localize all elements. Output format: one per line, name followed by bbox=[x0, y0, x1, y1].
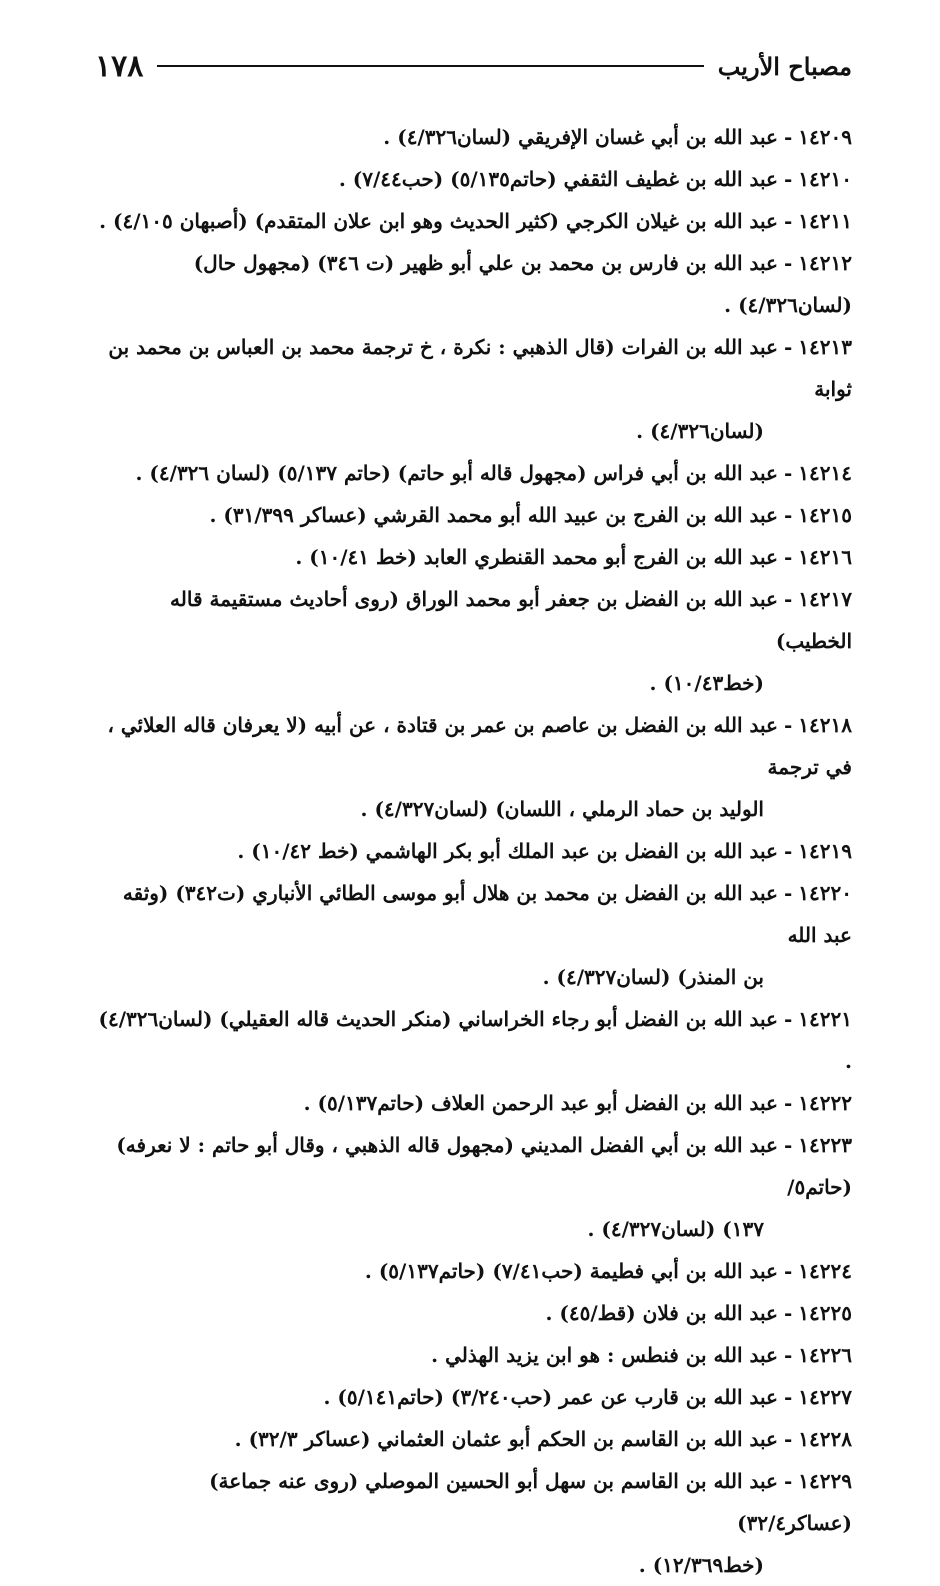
list-item bbox=[95, 1292, 852, 1334]
entry-number: ١٤٢١٥ bbox=[798, 503, 852, 527]
entry-number: ١٤٢٢٥ bbox=[798, 1301, 852, 1325]
list-item bbox=[95, 494, 852, 536]
list-item bbox=[95, 326, 852, 452]
entry-dash: - bbox=[783, 503, 793, 527]
entry-number: ١٤٢٢٧ bbox=[798, 1385, 852, 1409]
entry-continuation: (لسان٤/٣٢٦) . bbox=[636, 419, 764, 443]
list-item bbox=[95, 1124, 852, 1250]
page-number: ١٧٨ bbox=[95, 48, 144, 84]
entry-number: ١٤٢٢٩ bbox=[798, 1469, 852, 1493]
entry-text: عبد الله بن الفضل بن محمد بن هلال أبو موسى الطائي الأنباري (ت٣٤٢) (وثقه عبد الله bbox=[122, 881, 852, 947]
entry-text: عبد الله بن الفضل بن جعفر أبو محمد الوراق (روى أحاديث مستقيمة قاله الخطيب) bbox=[170, 587, 852, 653]
entry-number: ١٤٢٢٠ bbox=[798, 881, 852, 905]
entry-number: ١٤٢١١ bbox=[798, 209, 852, 233]
entry-number: ١٤٢٢٣ bbox=[798, 1133, 852, 1157]
entry-dash: - bbox=[783, 251, 793, 275]
list-item bbox=[95, 158, 852, 200]
entry-text: عبد الله بن الفرات (قال الذهبي : نكرة ، خ ترجمة محمد بن العباس بن محمد بن ثوابة bbox=[108, 335, 852, 401]
entry-dash: - bbox=[783, 461, 793, 485]
entry-text: عبد الله بن الفضل بن عاصم بن عمر بن قتادة ، عن أبيه (لا يعرفان قاله العلائي ، في ترجمة bbox=[107, 713, 852, 779]
entry-dash: - bbox=[783, 587, 793, 611]
entry-number: ١٤٢١٨ bbox=[798, 713, 852, 737]
entry-continuation: ١٣٧) (لسان٤/٣٢٧) . bbox=[587, 1217, 764, 1241]
list-item bbox=[95, 452, 852, 494]
header-rule bbox=[157, 65, 703, 67]
list-item bbox=[95, 1082, 852, 1124]
entry-number: ١٤٢٠٩ bbox=[798, 125, 852, 149]
list-item bbox=[95, 872, 852, 998]
entry-number: ١٤٢١٦ bbox=[798, 545, 852, 569]
entry-number: ١٤٢١٠ bbox=[798, 167, 852, 191]
entry-number: ١٤٢١٢ bbox=[798, 251, 852, 275]
entry-continuation: (خط١٠/٤٣) . bbox=[649, 671, 764, 695]
entry-text: عبد الله بن الفضل بن عبد الملك أبو بكر الهاشمي (خط ١٠/٤٢) . bbox=[237, 839, 778, 863]
entry-dash: - bbox=[783, 713, 793, 737]
entry-dash: - bbox=[783, 545, 793, 569]
entry-text: عبد الله بن القاسم بن الحكم أبو عثمان العثماني (عساكر ٣٢/٣) . bbox=[234, 1427, 778, 1451]
entry-continuation: الوليد بن حماد الرملي ، اللسان) (لسان٤/٣٢٧) . bbox=[360, 797, 764, 821]
list-item bbox=[95, 578, 852, 704]
entry-text: عبد الله بن أبي الفضل المديني (مجهول قاله الذهبي ، وقال أبو حاتم : لا نعرفه) (حاتم٥/ bbox=[116, 1133, 852, 1199]
entry-dash: - bbox=[783, 1427, 793, 1451]
entry-number: ١٤٢٢١ bbox=[798, 1007, 852, 1031]
list-item bbox=[95, 1460, 852, 1586]
entry-text: عبد الله بن الفرج أبو محمد القنطري العابد (خط ١٠/٤١) . bbox=[295, 545, 778, 569]
list-item bbox=[95, 200, 852, 242]
entry-number: ١٤٢٢٢ bbox=[798, 1091, 852, 1115]
entry-number: ١٤٢٢٦ bbox=[798, 1343, 852, 1367]
entry-dash: - bbox=[783, 1133, 793, 1157]
list-item bbox=[95, 116, 852, 158]
entry-text: عبد الله بن الفضل أبو عبد الرحمن العلاف (حاتم٥/١٣٧) . bbox=[303, 1091, 778, 1115]
entry-continuation: (خط١٢/٣٦٩) . bbox=[638, 1553, 764, 1577]
entry-text: عبد الله بن غطيف الثقفي (حاتم٥/١٣٥) (حب٧/٤٤) . bbox=[338, 167, 778, 191]
entry-number: ١٤٢١٧ bbox=[798, 587, 852, 611]
entry-dash: - bbox=[783, 125, 793, 149]
list-item bbox=[95, 998, 852, 1082]
list-item bbox=[95, 704, 852, 830]
entry-dash: - bbox=[783, 1259, 793, 1283]
entry-dash: - bbox=[783, 1343, 793, 1367]
list-item bbox=[95, 1418, 852, 1460]
entry-number: ١٤٢١٩ bbox=[798, 839, 852, 863]
entry-text: عبد الله بن غيلان الكرجي (كثير الحديث وهو ابن علان المتقدم) (أصبهان ٤/١٠٥) . bbox=[99, 209, 778, 233]
list-item bbox=[95, 1376, 852, 1418]
entry-number: ١٤٢٢٨ bbox=[798, 1427, 852, 1451]
entry-text: عبد الله بن قارب عن عمر (حب٣/٢٤٠) (حاتم٥/١٤١) . bbox=[323, 1385, 778, 1409]
list-item bbox=[95, 830, 852, 872]
entry-number: ١٤٢١٤ bbox=[798, 461, 852, 485]
entry-text: عبد الله بن أبي فطيمة (حب٧/٤١) (حاتم٥/١٣٧) . bbox=[364, 1259, 778, 1283]
entry-continuation: بن المنذر) (لسان٤/٣٢٧) . bbox=[542, 965, 764, 989]
book-title: مصباح الأريب bbox=[717, 51, 852, 81]
entry-dash: - bbox=[783, 1007, 793, 1031]
list-item bbox=[95, 242, 852, 326]
entry-dash: - bbox=[783, 335, 793, 359]
entry-dash: - bbox=[783, 1091, 793, 1115]
list-item bbox=[95, 1334, 852, 1376]
entry-text: عبد الله بن أبي غسان الإفريقي (لسان٤/٣٢٦) . bbox=[383, 125, 778, 149]
entry-text: عبد الله بن الفضل أبو رجاء الخراساني (منكر الحديث قاله العقيلي) (لسان٤/٣٢٦) . bbox=[98, 1007, 852, 1073]
entry-dash: - bbox=[783, 839, 793, 863]
entry-dash: - bbox=[783, 167, 793, 191]
page-header bbox=[95, 46, 852, 86]
entry-dash: - bbox=[783, 1301, 793, 1325]
entry-dash: - bbox=[783, 1469, 793, 1493]
entry-text: عبد الله بن الفرج بن عبيد الله أبو محمد القرشي (عساكر ٣١/٣٩٩) . bbox=[209, 503, 778, 527]
entry-number: ١٤٢١٣ bbox=[798, 335, 852, 359]
entry-number: ١٤٢٢٤ bbox=[798, 1259, 852, 1283]
entry-text: عبد الله بن فارس بن محمد بن علي أبو ظهير (ت ٣٤٦) (مجهول حال) (لسان٤/٣٢٦) . bbox=[193, 251, 852, 317]
entry-dash: - bbox=[783, 1385, 793, 1409]
entry-text: عبد الله بن فنطس : هو ابن يزيد الهذلي . bbox=[431, 1343, 778, 1367]
entry-text: عبد الله بن فلان (قط/٤٥) . bbox=[545, 1301, 778, 1325]
list-item bbox=[95, 536, 852, 578]
entry-dash: - bbox=[783, 209, 793, 233]
entry-text: عبد الله بن أبي فراس (مجهول قاله أبو حاتم) (حاتم ٥/١٣٧) (لسان ٤/٣٢٦) . bbox=[135, 461, 778, 485]
entry-text: عبد الله بن القاسم بن سهل أبو الحسين الموصلي (روى عنه جماعة) (عساكر٣٢/٤) bbox=[209, 1469, 852, 1535]
entries-list bbox=[95, 116, 852, 1586]
list-item bbox=[95, 1250, 852, 1292]
entry-dash: - bbox=[783, 881, 793, 905]
